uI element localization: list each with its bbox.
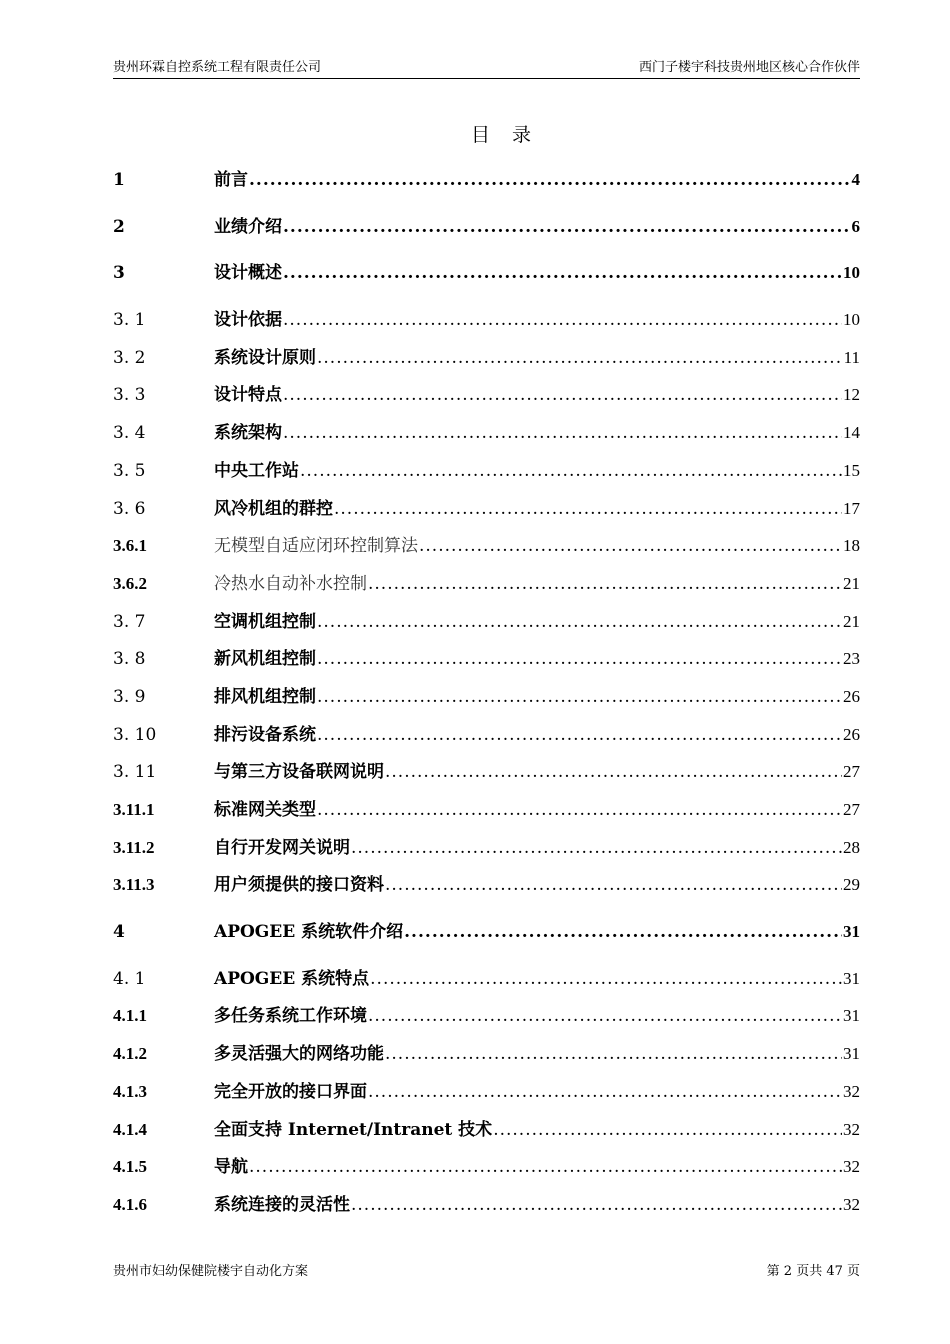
toc-entry-title: APOGEE 系统软件介绍 — [214, 922, 404, 943]
toc-entry-title: 导航 — [214, 1157, 248, 1178]
toc-entry-page: 32 — [843, 1194, 860, 1214]
toc-entry-page: 10 — [843, 310, 860, 330]
toc-dot-leader — [300, 461, 842, 481]
toc-entry-number: 3. 4 — [113, 423, 146, 444]
toc-entry-page: 21 — [843, 611, 860, 631]
toc-entry-title: 多灵活强大的网络功能 — [214, 1044, 384, 1065]
toc-dot-leader — [368, 1082, 842, 1102]
header-company: 贵州环霖自控系统工程有限责任公司 — [113, 60, 322, 75]
toc-entry-page: 27 — [843, 800, 860, 819]
toc-entry[interactable] — [113, 1039, 860, 1077]
toc-dot-leader — [334, 499, 842, 519]
toc-entry-page: 21 — [843, 573, 860, 593]
toc-entry[interactable] — [113, 757, 860, 795]
toc-entry-title: 标准网关类型 — [214, 800, 316, 820]
toc-entry-number: 3.6.2 — [113, 573, 147, 593]
toc-entry-page: 4 — [851, 170, 860, 189]
toc-entry[interactable] — [113, 456, 860, 494]
toc-entry[interactable] — [113, 380, 860, 418]
footer-page-number: 第 2 页共 47 页 — [766, 1264, 860, 1279]
toc-entry-number: 3. 7 — [113, 611, 146, 632]
toc-entry-title: 风冷机组的群控 — [214, 498, 333, 519]
toc-entry-page: 26 — [843, 724, 860, 744]
toc-entry-number: 3 — [113, 263, 125, 284]
toc-entry-page: 32 — [843, 1157, 860, 1177]
toc-entry-number: 4.1.1 — [113, 1006, 147, 1026]
toc-entry-number: 3. 10 — [113, 724, 157, 745]
toc-entry-number: 3. 9 — [113, 686, 146, 707]
page-header — [113, 58, 860, 79]
toc-entry[interactable] — [113, 1077, 860, 1115]
toc-entry-title: 完全开放的接口界面 — [214, 1081, 367, 1102]
toc-entry-page: 23 — [843, 649, 860, 669]
toc-entry[interactable] — [113, 531, 860, 569]
toc-entry-page: 31 — [843, 1044, 860, 1064]
toc-entry[interactable] — [113, 212, 860, 250]
toc-entry-page: 14 — [843, 423, 860, 443]
toc-dot-leader — [317, 800, 842, 820]
toc-entry[interactable] — [113, 870, 860, 908]
toc-dot-leader — [249, 170, 851, 190]
toc-entry-page: 18 — [843, 536, 860, 556]
toc-entry-title: 中央工作站 — [214, 460, 299, 481]
toc-dot-leader — [385, 1044, 842, 1064]
toc-dot-leader — [385, 762, 842, 782]
toc-entry-page: 6 — [851, 216, 860, 236]
toc-entry-number: 4.1.4 — [113, 1119, 147, 1139]
header-partner: 西门子楼宇科技贵州地区核心合作伙伴 — [638, 60, 860, 75]
toc-dot-leader — [351, 838, 842, 858]
toc-heading: 目 录 — [470, 124, 540, 146]
toc-entry-page: 32 — [843, 1081, 860, 1101]
toc-dot-leader — [385, 875, 842, 895]
toc-entry-title: 用户须提供的接口资料 — [214, 875, 384, 896]
toc-entry-page: 27 — [843, 762, 860, 782]
toc-entry-number: 3. 11 — [113, 762, 157, 783]
toc-dot-leader — [249, 1157, 842, 1177]
toc-dot-leader — [317, 649, 842, 669]
toc-dot-leader — [404, 922, 842, 942]
toc-entry-page: 10 — [843, 263, 860, 283]
toc-entry-page: 17 — [843, 498, 860, 518]
toc-entry-page: 31 — [843, 1006, 860, 1026]
toc-dot-leader — [317, 348, 843, 368]
toc-entry-page: 29 — [843, 875, 860, 895]
toc-entry[interactable] — [113, 305, 860, 343]
toc-dot-leader — [283, 385, 842, 405]
toc-entry-title: 排污设备系统 — [214, 724, 316, 745]
toc-entry-page: 31 — [843, 968, 860, 988]
toc-entry[interactable] — [113, 343, 860, 381]
toc-entry-page: 11 — [843, 347, 860, 367]
toc-entry-number: 3. 2 — [113, 347, 146, 368]
toc-entry-number: 4.1.2 — [113, 1044, 147, 1064]
toc-entry[interactable] — [113, 1190, 860, 1228]
toc-entry[interactable] — [113, 165, 860, 203]
toc-entry-number: 3.11.1 — [113, 800, 155, 819]
toc-entry-title: 前言 — [214, 170, 248, 190]
toc-entry-number: 3.11.3 — [113, 875, 155, 895]
toc-entry-number: 3. 6 — [113, 498, 146, 519]
toc-entry[interactable] — [113, 917, 860, 955]
toc-dot-leader — [368, 574, 842, 594]
toc-entry-number: 3. 1 — [113, 310, 146, 331]
toc-entry-number: 3.11.2 — [113, 837, 155, 857]
toc-entry-title: 设计依据 — [214, 310, 282, 331]
toc-dot-leader — [317, 725, 842, 745]
toc-entry-page: 28 — [843, 837, 860, 857]
toc-entry[interactable] — [113, 258, 860, 296]
toc-dot-leader — [351, 1195, 842, 1215]
toc-entry-title: 多任务系统工作环境 — [214, 1006, 367, 1027]
toc-entry[interactable] — [113, 569, 860, 607]
toc-entry-number: 3. 5 — [113, 460, 146, 481]
toc-entry[interactable] — [113, 682, 860, 720]
toc-dot-leader — [493, 1120, 842, 1140]
toc-entry-title: 排风机组控制 — [214, 686, 316, 707]
toc-entry[interactable] — [113, 494, 860, 532]
toc-entry-title: 设计特点 — [214, 385, 282, 406]
toc-entry-page: 32 — [843, 1119, 860, 1139]
toc-dot-leader — [317, 687, 842, 707]
toc-dot-leader — [283, 263, 842, 283]
toc-entry-title: 系统连接的灵活性 — [214, 1194, 350, 1215]
toc-entry[interactable] — [113, 795, 860, 833]
toc-entry-title: 冷热水自动补水控制 — [214, 573, 367, 594]
toc-dot-leader — [419, 536, 842, 556]
toc-entry-title: 新风机组控制 — [214, 649, 316, 670]
toc-entry[interactable] — [113, 1152, 860, 1190]
toc-entry-title: 系统设计原则 — [214, 347, 316, 368]
toc-entry-title: APOGEE 系统特点 — [214, 968, 370, 989]
toc-entry[interactable] — [113, 964, 860, 1002]
toc-entry[interactable] — [113, 1115, 860, 1153]
toc-entry-page: 15 — [843, 460, 860, 480]
toc-dot-leader — [283, 310, 842, 330]
toc-entry[interactable] — [113, 607, 860, 645]
toc-entry[interactable] — [113, 418, 860, 456]
toc-dot-leader — [317, 612, 842, 632]
toc-entry-number: 4. 1 — [113, 968, 146, 989]
toc-entry-number: 2 — [113, 216, 125, 237]
toc-entry-number: 4.1.5 — [113, 1157, 147, 1177]
toc-entry-number: 3. 8 — [113, 649, 146, 670]
toc-dot-leader — [368, 1006, 842, 1026]
toc-entry-title: 全面支持 Internet/Intranet 技术 — [214, 1119, 493, 1140]
toc-entry-title: 与第三方设备联网说明 — [214, 762, 384, 783]
toc-entry-number: 4 — [113, 922, 125, 943]
toc-entry-number: 1 — [113, 170, 125, 190]
toc-dot-leader — [283, 423, 842, 443]
toc-entry[interactable] — [113, 1001, 860, 1039]
toc-entry-title: 系统架构 — [214, 423, 282, 444]
toc-entry-page: 12 — [843, 385, 860, 405]
toc-entry[interactable] — [113, 644, 860, 682]
toc-dot-leader — [370, 969, 842, 989]
toc-entry-title: 无模型自适应闭环控制算法 — [214, 536, 418, 557]
toc-entry-number: 3. 3 — [113, 385, 146, 406]
toc-entry-title: 业绩介绍 — [214, 216, 282, 237]
toc-entry-title: 空调机组控制 — [214, 611, 316, 632]
toc-entry-number: 4.1.6 — [113, 1194, 147, 1214]
footer-doc-title: 贵州市妇幼保健院楼宇自动化方案 — [113, 1264, 309, 1279]
toc-entry-number: 4.1.3 — [113, 1081, 147, 1101]
toc-entry[interactable] — [113, 833, 860, 871]
toc-entry-title: 设计概述 — [214, 263, 282, 284]
toc-dot-leader — [283, 217, 851, 237]
toc-entry[interactable] — [113, 720, 860, 758]
toc-entry-page: 31 — [843, 922, 860, 942]
table-of-contents — [113, 165, 860, 1228]
toc-entry-page: 26 — [843, 686, 860, 706]
toc-entry-number: 3.6.1 — [113, 536, 147, 556]
toc-entry-title: 自行开发网关说明 — [214, 837, 350, 858]
